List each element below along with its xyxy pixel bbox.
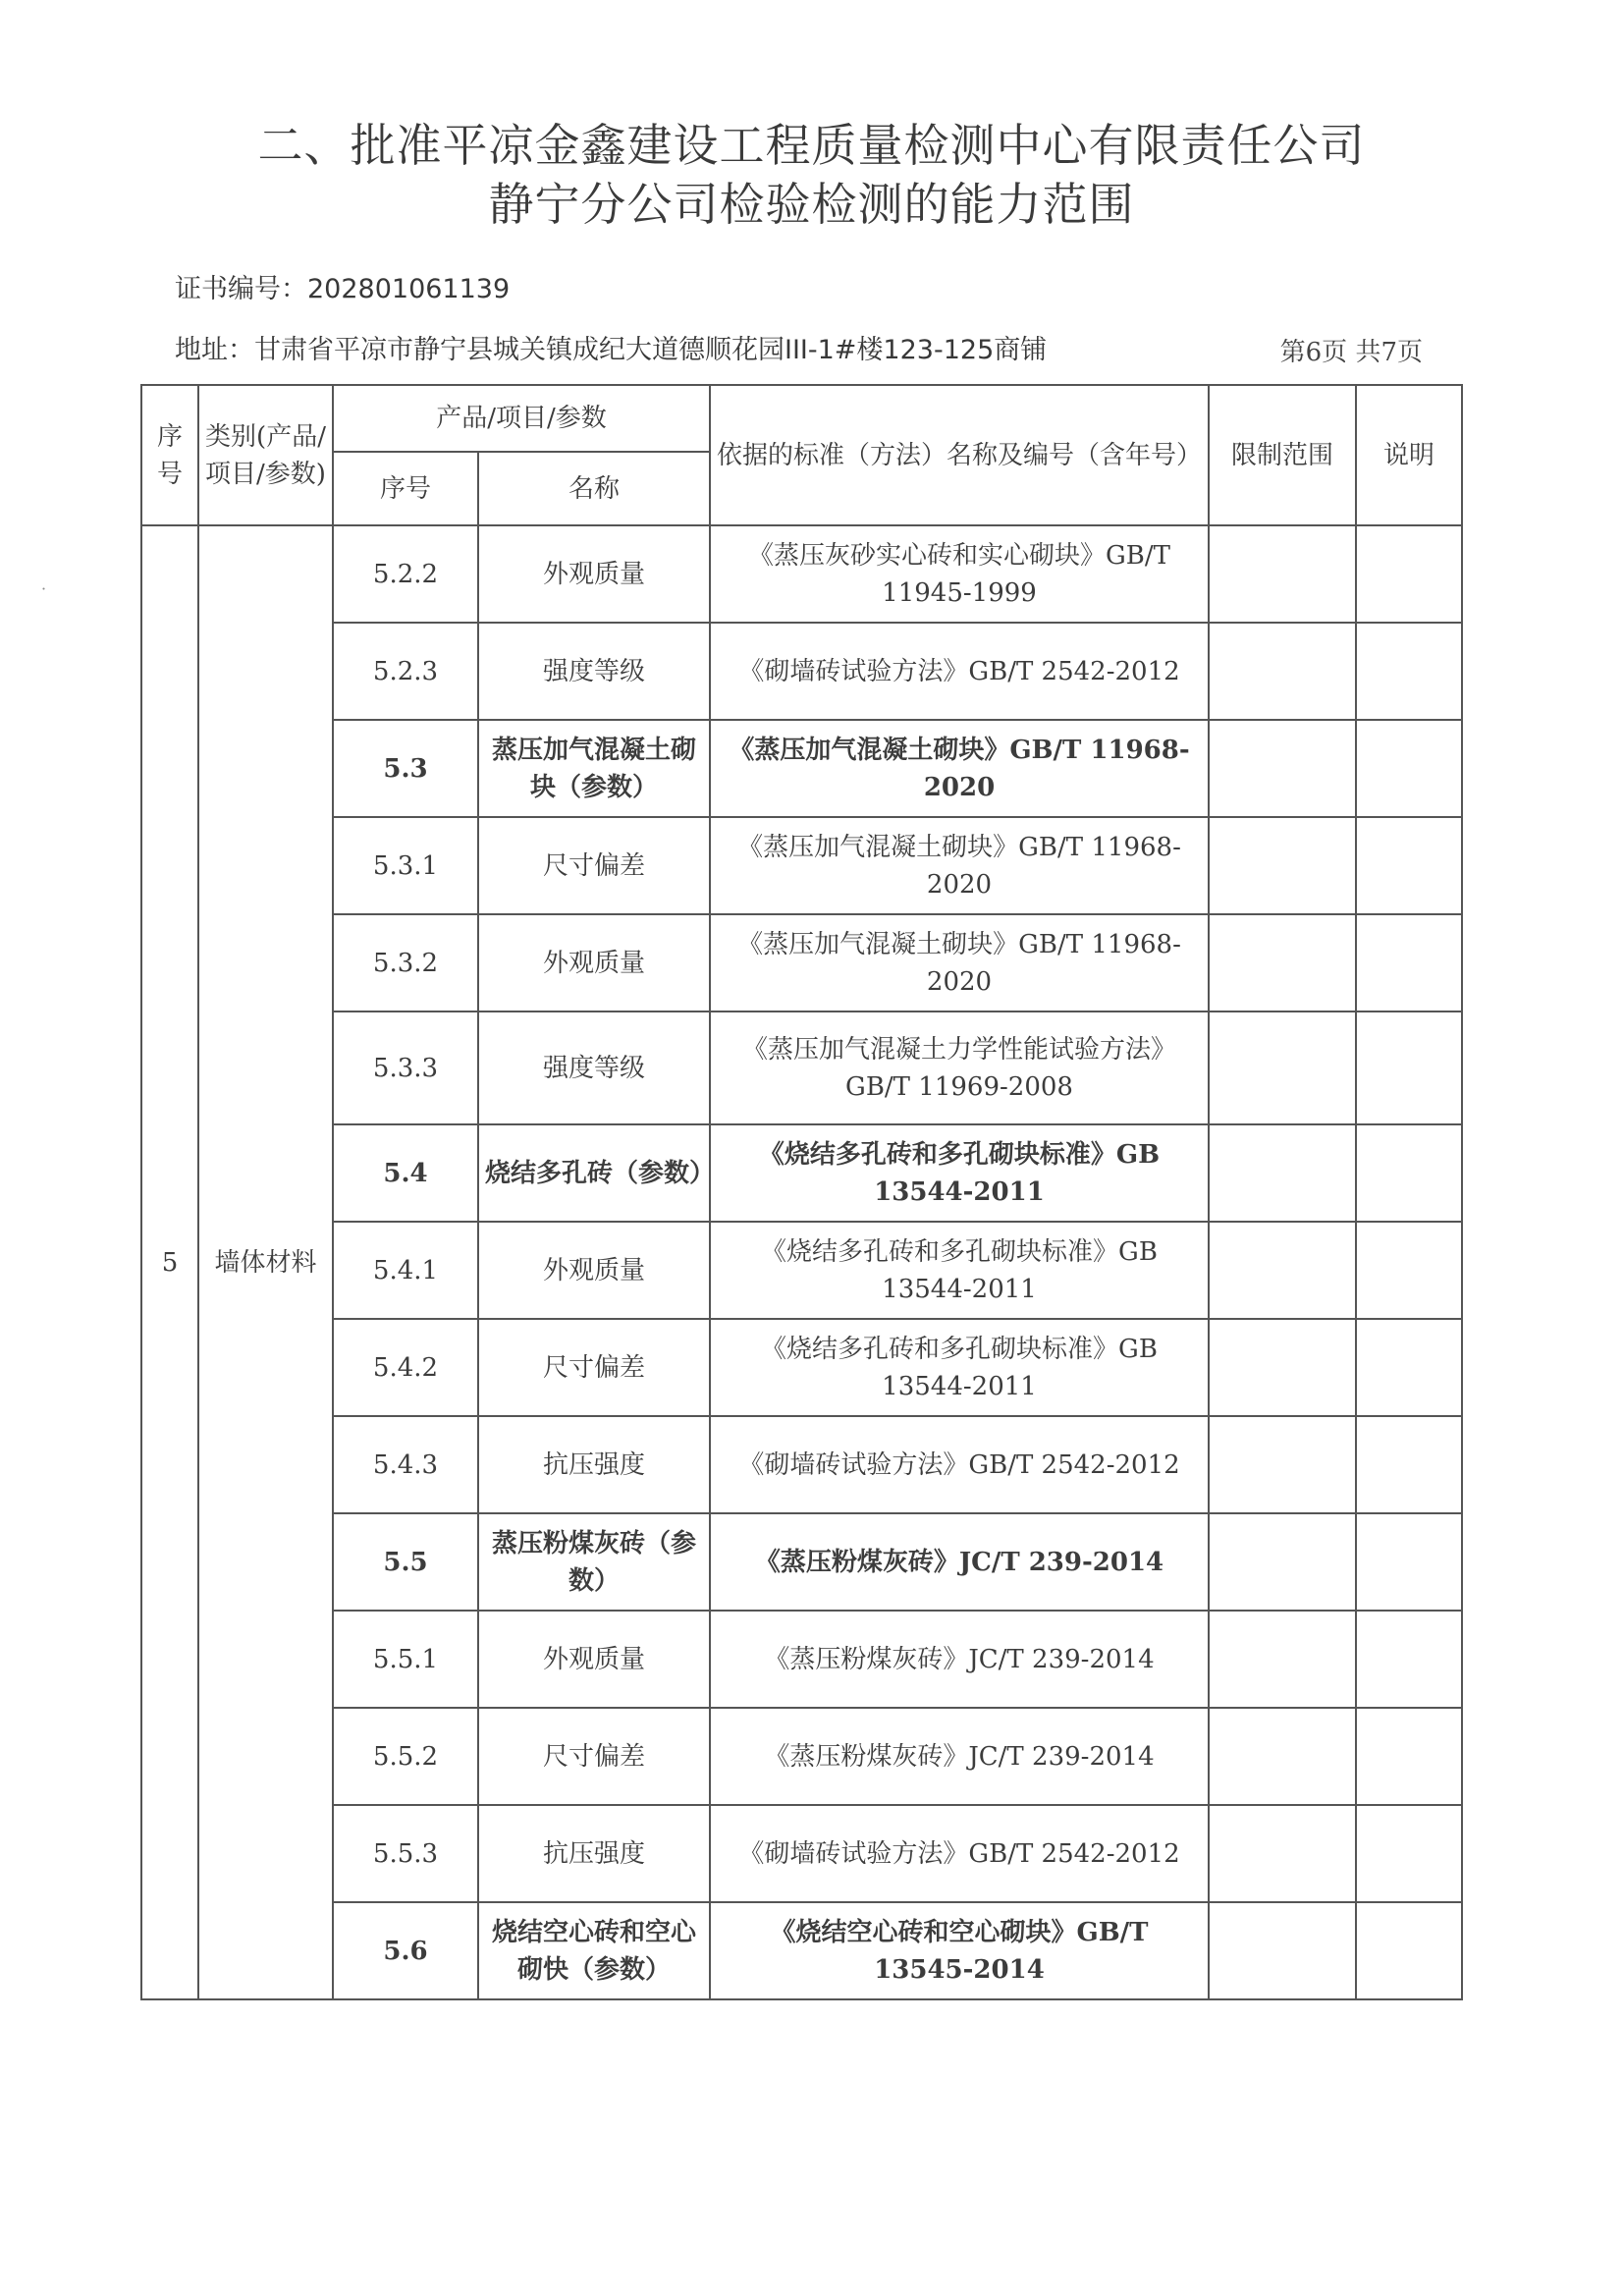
item-note xyxy=(1356,1611,1462,1708)
item-standard: 《蒸压加气混凝土砌块》GB/T 11968-2020 xyxy=(710,914,1209,1011)
table-row xyxy=(141,623,1462,720)
item-number: 5.5.2 xyxy=(333,1708,478,1805)
item-number: 5.4 xyxy=(333,1124,478,1222)
table-row xyxy=(141,1416,1462,1513)
item-name: 外观质量 xyxy=(478,525,710,623)
item-limit xyxy=(1209,1513,1356,1611)
item-name: 尺寸偏差 xyxy=(478,1708,710,1805)
item-limit xyxy=(1209,623,1356,720)
header-limit: 限制范围 xyxy=(1209,385,1356,525)
item-number: 5.4.1 xyxy=(333,1222,478,1319)
item-limit xyxy=(1209,1805,1356,1902)
item-name: 抗压强度 xyxy=(478,1416,710,1513)
item-standard: 《砌墙砖试验方法》GB/T 2542-2012 xyxy=(710,623,1209,720)
item-name: 强度等级 xyxy=(478,623,710,720)
item-name: 强度等级 xyxy=(478,1011,710,1124)
item-name: 外观质量 xyxy=(478,1222,710,1319)
item-note xyxy=(1356,817,1462,914)
item-note xyxy=(1356,1805,1462,1902)
item-number: 5.5.1 xyxy=(333,1611,478,1708)
item-number: 5.6 xyxy=(333,1902,478,1999)
item-limit xyxy=(1209,720,1356,817)
item-note xyxy=(1356,720,1462,817)
table-row xyxy=(141,914,1462,1011)
group-seq: 5 xyxy=(141,525,198,1999)
item-standard: 《砌墙砖试验方法》GB/T 2542-2012 xyxy=(710,1416,1209,1513)
item-number: 5.5 xyxy=(333,1513,478,1611)
item-note xyxy=(1356,1708,1462,1805)
document-title-line2: 静宁分公司检验检测的能力范围 xyxy=(488,178,1135,231)
item-number: 5.2.2 xyxy=(333,525,478,623)
table-row xyxy=(141,1011,1462,1124)
table-row xyxy=(141,720,1462,817)
item-note xyxy=(1356,1222,1462,1319)
item-standard: 《蒸压灰砂实心砖和实心砌块》GB/T 11945-1999 xyxy=(710,525,1209,623)
item-standard: 《烧结多孔砖和多孔砌块标准》GB 13544-2011 xyxy=(710,1319,1209,1416)
scan-speck: ˙ xyxy=(39,585,48,606)
item-limit xyxy=(1209,525,1356,623)
item-number: 5.4.2 xyxy=(333,1319,478,1416)
header-standard: 依据的标准（方法）名称及编号（含年号） xyxy=(710,385,1209,525)
item-note xyxy=(1356,914,1462,1011)
item-limit xyxy=(1209,1611,1356,1708)
table-row xyxy=(141,1222,1462,1319)
item-limit xyxy=(1209,1319,1356,1416)
header-category: 类别(产品/项目/参数) xyxy=(198,385,333,525)
item-number: 5.2.3 xyxy=(333,623,478,720)
item-number: 5.3 xyxy=(333,720,478,817)
table-row xyxy=(141,1124,1462,1222)
address: 地址：甘肃省平凉市静宁县城关镇成纪大道德顺花园III-1#楼123-125商铺 xyxy=(175,335,1048,365)
item-limit xyxy=(1209,914,1356,1011)
item-name: 抗压强度 xyxy=(478,1805,710,1902)
item-note xyxy=(1356,1319,1462,1416)
item-limit xyxy=(1209,817,1356,914)
item-limit xyxy=(1209,1416,1356,1513)
item-number: 5.5.3 xyxy=(333,1805,478,1902)
item-standard: 《蒸压加气混凝土砌块》GB/T 11968-2020 xyxy=(710,720,1209,817)
item-number: 5.3.3 xyxy=(333,1011,478,1124)
item-standard: 《蒸压加气混凝土力学性能试验方法》GB/T 11969-2008 xyxy=(710,1011,1209,1124)
item-name: 蒸压粉煤灰砖（参数） xyxy=(478,1513,710,1611)
item-limit xyxy=(1209,1902,1356,1999)
item-standard: 《蒸压加气混凝土砌块》GB/T 11968-2020 xyxy=(710,817,1209,914)
header-sub-seq: 序号 xyxy=(333,452,478,525)
document-title-line1: 二、批准平凉金鑫建设工程质量检测中心有限责任公司 xyxy=(257,119,1366,172)
item-number: 5.4.3 xyxy=(333,1416,478,1513)
item-name: 尺寸偏差 xyxy=(478,1319,710,1416)
table-row xyxy=(141,1805,1462,1902)
item-limit xyxy=(1209,1011,1356,1124)
table-row xyxy=(141,1319,1462,1416)
item-note xyxy=(1356,1513,1462,1611)
item-name: 外观质量 xyxy=(478,914,710,1011)
table-row xyxy=(141,1513,1462,1611)
item-name: 尺寸偏差 xyxy=(478,817,710,914)
item-standard: 《烧结多孔砖和多孔砌块标准》GB 13544-2011 xyxy=(710,1124,1209,1222)
item-limit xyxy=(1209,1708,1356,1805)
table-row xyxy=(141,1902,1462,1999)
item-note xyxy=(1356,623,1462,720)
header-product-group: 产品/项目/参数 xyxy=(333,385,710,452)
item-name: 烧结空心砖和空心砌快（参数） xyxy=(478,1902,710,1999)
item-name: 烧结多孔砖（参数） xyxy=(478,1124,710,1222)
item-number: 5.3.1 xyxy=(333,817,478,914)
item-name: 蒸压加气混凝土砌块（参数） xyxy=(478,720,710,817)
item-standard: 《烧结空心砖和空心砌块》GB/T 13545-2014 xyxy=(710,1902,1209,1999)
certificate-number: 证书编号：202801061139 xyxy=(175,274,511,304)
item-name: 外观质量 xyxy=(478,1611,710,1708)
item-number: 5.3.2 xyxy=(333,914,478,1011)
item-note xyxy=(1356,1416,1462,1513)
table-row xyxy=(141,1708,1462,1805)
item-standard: 《蒸压粉煤灰砖》JC/T 239-2014 xyxy=(710,1708,1209,1805)
item-standard: 《砌墙砖试验方法》GB/T 2542-2012 xyxy=(710,1805,1209,1902)
header-sub-name: 名称 xyxy=(478,452,710,525)
item-limit xyxy=(1209,1124,1356,1222)
item-standard: 《蒸压粉煤灰砖》JC/T 239-2014 xyxy=(710,1611,1209,1708)
item-standard: 《烧结多孔砖和多孔砌块标准》GB 13544-2011 xyxy=(710,1222,1209,1319)
table-row xyxy=(141,817,1462,914)
group-category: 墙体材料 xyxy=(198,525,333,1999)
header-seq: 序号 xyxy=(141,385,198,525)
item-note xyxy=(1356,1124,1462,1222)
item-limit xyxy=(1209,1222,1356,1319)
item-note xyxy=(1356,1902,1462,1999)
page-info: 第6页 共7页 xyxy=(1279,338,1423,367)
header-note: 说明 xyxy=(1356,385,1462,525)
table-row xyxy=(141,1611,1462,1708)
item-note xyxy=(1356,1011,1462,1124)
item-note xyxy=(1356,525,1462,623)
item-standard: 《蒸压粉煤灰砖》JC/T 239-2014 xyxy=(710,1513,1209,1611)
table-row xyxy=(141,525,1462,623)
capability-table xyxy=(140,384,1463,2000)
